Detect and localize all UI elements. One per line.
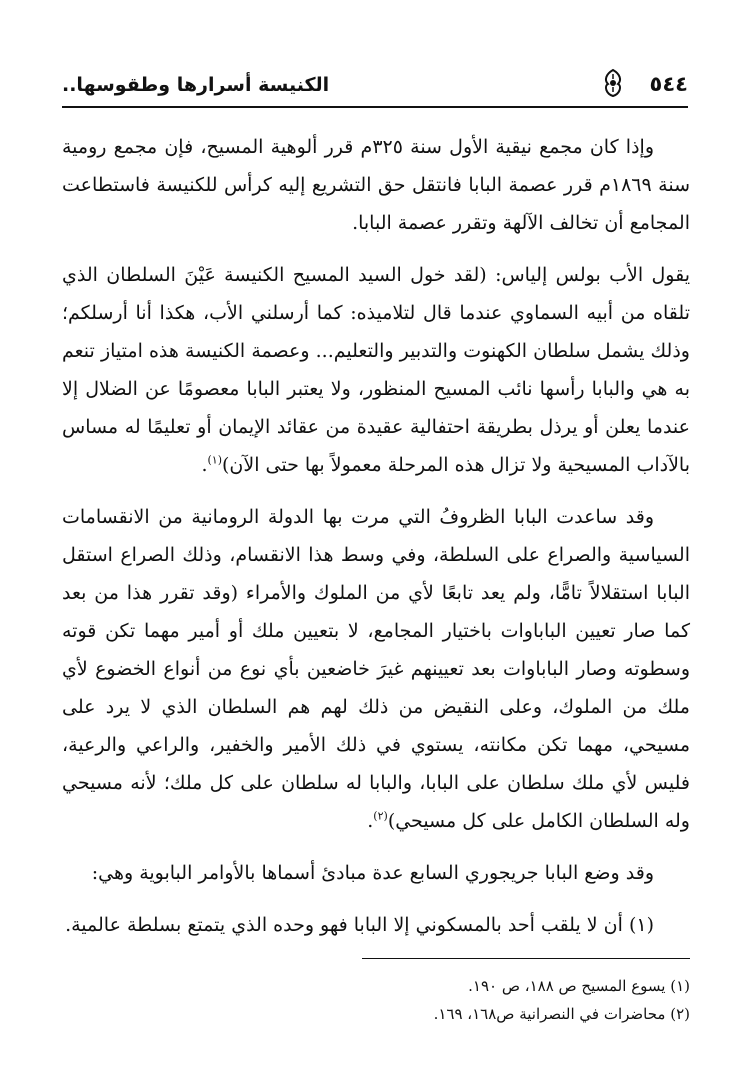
running-title: الكنيسة أسرارها وطقوسها..	[62, 74, 330, 96]
paragraph-quote-boulos	[62, 256, 690, 484]
running-header	[62, 68, 688, 104]
footnote-divider	[362, 958, 690, 959]
footnote-2: (٢) محاضرات في النصرانية ص١٦٨، ١٦٩.	[433, 1005, 690, 1023]
footnote-ref[interactable]: (١)	[207, 453, 222, 467]
main-text	[62, 128, 690, 944]
paragraph-text: وقد ساعدت البابا الظروفُ التي مرت بها الدولة الرومانية من الانقسامات السياسية والصراع على السلطة، وفي وسط هذا الانقسام، وذلك الصراع استقل البابا استقلالاً تامًّا، ولم يعد تابعًا لأي من الملوك والأمراء (وقد تقرر هذا من بعد كما صار تعيين الباباوات باختيار المجامع، لا بتعيين ملك أو أمير مهما تكن قوته وسطوته وصار الباباوات بعد تعيينهم غيرَ خاضعين بأي نوع من أنواع الخضوع لأي ملك من الملوك، وعلى النقيض من ذلك لهم هم السلطان الذي لا يرد على مسيحي، مهما تكن مكانته، يستوي في ذلك الأمير والخفير، والراعي والرعية، فليس لأي ملك سلطان على البابا، والبابا له سلطان على كل ملك؛ لأنه مسيحي وله السلطان الكامل على كل مسيحي)	[62, 506, 690, 832]
header-divider	[62, 106, 688, 108]
footnote-ref[interactable]: (٢)	[373, 809, 388, 823]
footnote-1: (١) يسوع المسيح ص ١٨٨، ص ١٩٠.	[468, 977, 690, 995]
paragraph-tail: .	[367, 810, 374, 832]
paragraph-principle-1	[62, 906, 690, 944]
page-number: ٥٤٤	[649, 72, 688, 96]
footnotes	[62, 972, 690, 1028]
paragraph-text: يقول الأب بولس إلياس: (لقد خول السيد المسيح الكنيسة عَيْنَ السلطان الذي تلقاه من أبيه السماوي عندما قال لتلاميذه: كما أرسلني الأب، هكذا أنا أرسلكم؛ وذلك يشمل سلطان الكهنوت والتدبير والتعليم... وعصمة الكنيسة هذه امتياز تنعم به هي والبابا رأسها نائب المسيح المنظور، ولا يعتبر البابا معصومًا عن الضلال إلا عندما يعلن أو يرذل بطريقة احتفالية عقيدة من عقائد الإيمان أو تعليمًا له مساس بالآداب المسيحية ولا تزال هذه المرحلة معمولاً بها حتى الآن)	[62, 264, 690, 476]
paragraph-nicaea	[62, 128, 690, 242]
page-ornament-icon	[600, 68, 626, 98]
paragraph-text: (١) أن لا يلقب أحد بالمسكوني إلا البابا فهو وحده الذي يتمتع بسلطة عالمية.	[65, 914, 654, 936]
paragraph-gregory	[62, 854, 690, 892]
paragraph-text: وقد وضع البابا جريجوري السابع عدة مبادئ أسماها بالأوامر البابوية وهي:	[91, 862, 654, 884]
paragraph-tail: .	[201, 454, 208, 476]
paragraph-text: وإذا كان مجمع نيقية الأول سنة ٣٢٥م قرر ألوهية المسيح، فإن مجمع رومية سنة ١٨٦٩م قرر عصمة البابا فانتقل حق التشريع إليه كرأس للكنيسة فاستطاعت المجامع أن تخالف الآلهة وتقرر عصمة البابا.	[62, 136, 690, 234]
paragraph-roman-state	[62, 498, 690, 840]
